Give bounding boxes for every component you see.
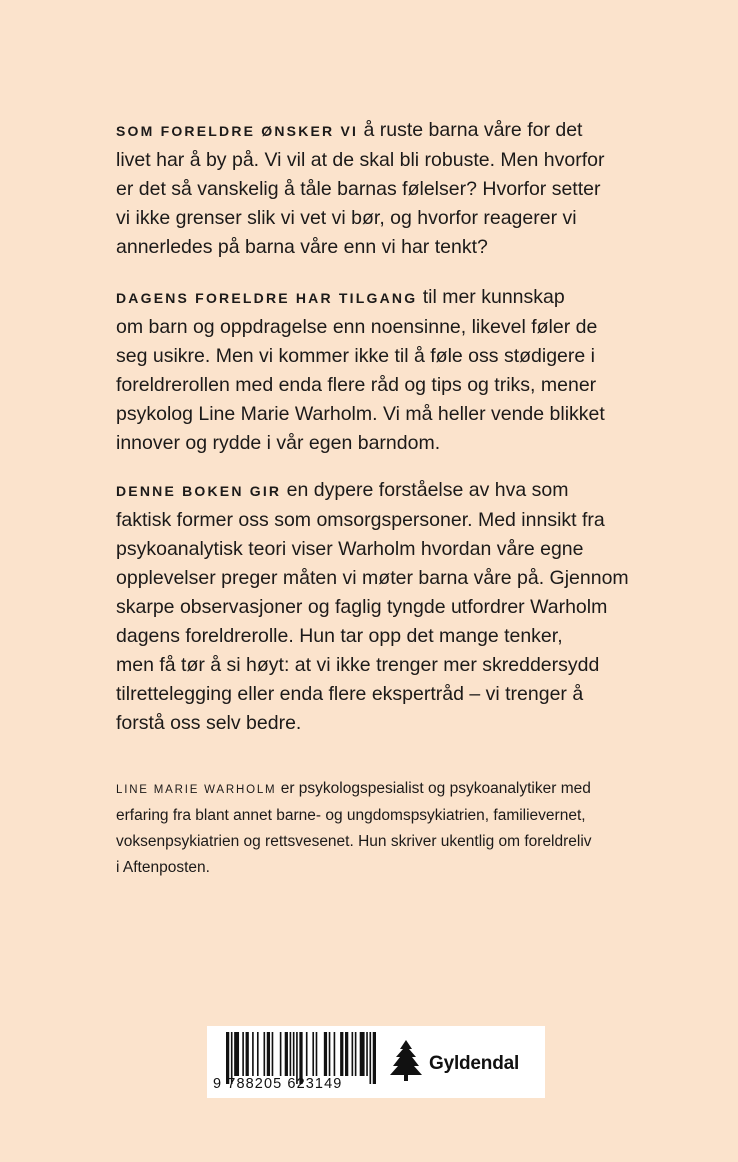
line: faktisk former oss som omsorgspersoner. Med innsikt fra	[116, 509, 605, 531]
line: innover og rydde i vår egen barndom.	[116, 432, 441, 454]
barcode-bar	[285, 1032, 288, 1076]
barcode-bar	[312, 1032, 314, 1076]
barcode-bar	[316, 1032, 318, 1076]
barcode-bar	[366, 1032, 368, 1076]
barcode-bar	[355, 1032, 357, 1076]
line: forstå oss selv bedre.	[116, 712, 302, 734]
paragraph-lead-2: DAGENS FORELDRE HAR TILGANG	[116, 290, 418, 306]
barcode-bar	[329, 1032, 331, 1076]
line: til mer kunnskap	[422, 286, 565, 308]
barcode-bar	[360, 1032, 365, 1076]
barcode-bar	[280, 1032, 282, 1076]
barcode-bar	[290, 1032, 292, 1076]
line: livet har å by på. Vi vil at de skal bli robuste. Men hvorfor	[116, 149, 605, 171]
paragraph-lead-3: DENNE BOKEN GIR	[116, 483, 282, 499]
line: tilrettelegging eller enda flere ekspertråd – vi trenger å	[116, 683, 584, 705]
barcode-bar	[334, 1032, 336, 1076]
blurb-paragraph-3	[116, 476, 656, 738]
line: å ruste barna våre for det	[363, 119, 583, 141]
blurb-paragraph-2	[116, 283, 656, 458]
line: foreldrerollen med enda flere råd og tips og triks, mener	[116, 374, 597, 396]
line: psykoanalytisk teori viser Warholm hvordan våre egne	[116, 538, 584, 560]
blurb-paragraph-1	[116, 116, 656, 262]
author-bio	[116, 776, 676, 881]
paragraph-lead-1: SOM FORELDRE ØNSKER VI	[116, 123, 359, 139]
barcode-bar	[293, 1032, 295, 1076]
line: dagens foreldrerolle. Hun tar opp det mange tenker,	[116, 625, 563, 647]
line: psykolog Line Marie Warholm. Vi må heller vende blikket	[116, 403, 605, 425]
line: vi ikke grenser slik vi vet vi bør, og hvorfor reagerer vi	[116, 207, 577, 229]
barcode-bar	[252, 1032, 254, 1076]
publisher-name: Gyldendal	[429, 1053, 520, 1074]
isbn-number: 9 788205 623149	[213, 1076, 343, 1092]
fir-tree-icon	[389, 1040, 423, 1082]
barcode-bar	[324, 1032, 327, 1076]
barcode-bar	[306, 1032, 308, 1076]
line: men få tør å si høyt: at vi ikke trenger mer skreddersydd	[116, 654, 600, 676]
line: er psykologspesialist og psykoanalytiker med	[280, 780, 591, 797]
author-name: LINE MARIE WARHOLM	[116, 784, 277, 796]
line: seg usikre. Men vi kommer ikke til å føle oss stødigere i	[116, 345, 595, 367]
barcode-bar	[267, 1032, 270, 1076]
line: en dypere forståelse av hva som	[286, 479, 569, 501]
line: annerledes på barna våre enn vi har tenkt?	[116, 236, 488, 258]
barcode-bar	[234, 1032, 239, 1076]
line: er det så vanskelig å tåle barnas følelser? Hvorfor setter	[116, 178, 601, 200]
barcode-panel	[207, 1026, 545, 1098]
line: skarpe observasjoner og faglig tyngde utfordrer Warholm	[116, 596, 608, 618]
barcode-bar	[257, 1032, 259, 1076]
barcode-bar	[352, 1032, 354, 1076]
barcode-bar	[345, 1032, 348, 1076]
barcode-bar	[246, 1032, 249, 1076]
barcode-bar	[340, 1032, 343, 1076]
line: i Aftenposten.	[116, 859, 210, 876]
barcode-bar	[242, 1032, 244, 1076]
barcode-bar	[264, 1032, 266, 1076]
line: erfaring fra blant annet barne- og ungdomspsykiatrien, familievernet,	[116, 807, 586, 824]
line: opplevelser preger måten vi møter barna våre på. Gjennom	[116, 567, 629, 589]
line: om barn og oppdragelse enn noensinne, likevel føler de	[116, 316, 598, 338]
barcode-bar	[272, 1032, 274, 1076]
line: voksenpsykiatrien og rettsvesenet. Hun skriver ukentlig om foreldreliv	[116, 833, 592, 850]
